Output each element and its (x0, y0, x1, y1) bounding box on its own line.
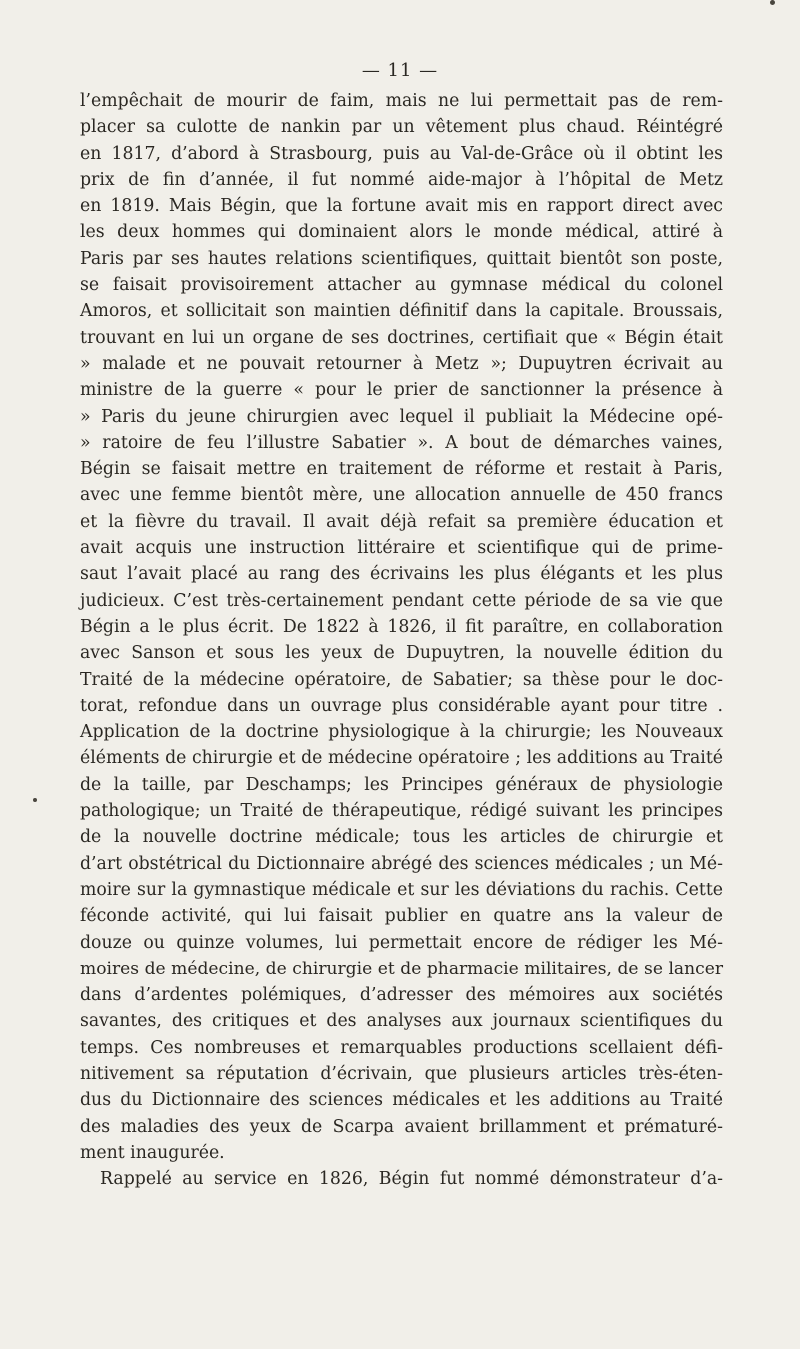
text-line: » ratoire de feu l’illustre Sabatier ». A bout de démarches vaines, (80, 432, 723, 453)
text-line: ministre de la guerre « pour le prier de sanctionner la présence à (80, 380, 723, 401)
text-line: en 1817, d’abord à Strasbourg, puis au Val-de-Grâce où il obtint les (80, 143, 723, 164)
text-line: avec Sanson et sous les yeux de Dupuytren, la nouvelle édition du (80, 643, 723, 664)
text-line: avec une femme bientôt mère, une allocation annuelle de 450 francs (80, 485, 723, 506)
text-line: » Paris du jeune chirurgien avec lequel il publiait la Médecine opé- (80, 406, 723, 427)
text-line: Traité de la médecine opératoire, de Sabatier; sa thèse pour le doc- (80, 669, 723, 690)
text-line: moires de médecine, de chirurgie et de pharmacie militaires, de se lancer (80, 958, 723, 979)
text-line: temps. Ces nombreuses et remarquables productions scellaient défi- (80, 1037, 723, 1058)
text-line: des maladies des yeux de Scarpa avaient brillamment et prématuré- (80, 1116, 723, 1137)
text-line: de la taille, par Deschamps; les Principes généraux de physiologie (80, 774, 723, 795)
text-line: éléments de chirurgie et de médecine opératoire ; les additions au Traité (80, 748, 723, 769)
text-line: trouvant en lui un organe de ses doctrines, certifiait que « Bégin était (80, 327, 723, 348)
page-number: — 11 — (361, 60, 439, 81)
text-line: Bégin a le plus écrit. De 1822 à 1826, il fit paraître, en collaboration (80, 616, 723, 637)
text-line: et la fièvre du travail. Il avait déjà refait sa première éducation et (80, 511, 723, 532)
text-line: dans d’ardentes polémiques, d’adresser des mémoires aux sociétés (80, 985, 723, 1006)
text-line: les deux hommes qui dominaient alors le monde médical, attiré à (80, 222, 723, 243)
text-line: Bégin se faisait mettre en traitement de réforme et restait à Paris, (80, 459, 723, 480)
text-line: placer sa culotte de nankin par un vêtement plus chaud. Réintégré (80, 117, 723, 138)
text-line: Application de la doctrine physiologique à la chirurgie; les Nouveaux (80, 722, 723, 743)
text-line: pathologique; un Traité de thérapeutique, rédigé suivant les principes (80, 801, 723, 822)
body-text (80, 88, 723, 1192)
text-line: en 1819. Mais Bégin, que la fortune avait mis en rapport direct avec (80, 196, 723, 217)
text-line: torat, refondue dans un ouvrage plus considérable ayant pour titre . (80, 695, 723, 716)
text-line: Amoros, et sollicitait son maintien définitif dans la capitale. Broussais, (80, 301, 723, 322)
text-line: l’empêchait de mourir de faim, mais ne lui permettait pas de rem- (80, 91, 723, 111)
text-line: d’art obstétrical du Dictionnaire abrégé des sciences médicales ; un Mé- (80, 853, 723, 874)
text-line: prix de fin d’année, il fut nommé aide-major à l’hôpital de Metz (80, 169, 723, 190)
text-line: avait acquis une instruction littéraire et scientifique qui de prime- (80, 538, 723, 559)
text-line: Paris par ses hautes relations scientifiques, quittait bientôt son poste, (80, 248, 723, 269)
text-line: douze ou quinze volumes, lui permettait encore de rédiger les Mé- (80, 932, 723, 953)
text-line: » malade et ne pouvait retourner à Metz »; Dupuytren écrivait au (80, 353, 723, 374)
text-line: nitivement sa réputation d’écrivain, que plusieurs articles très-éten- (80, 1063, 723, 1084)
text-line: Rappelé au service en 1826, Bégin fut nommé démonstrateur d’a- (100, 1169, 723, 1190)
text-line: de la nouvelle doctrine médicale; tous les articles de chirurgie et (80, 827, 723, 848)
text-line: saut l’avait placé au rang des écrivains les plus élégants et les plus (80, 564, 723, 585)
text-line: ment inaugurée. (80, 1142, 225, 1163)
text-line: judicieux. C’est très-certainement pendant cette période de sa vie que (80, 590, 723, 611)
text-line: féconde activité, qui lui faisait publier en quatre ans la valeur de (80, 906, 723, 927)
text-line: se faisait provisoirement attacher au gymnase médical du colonel (80, 275, 723, 296)
ink-speck (770, 0, 775, 5)
text-line: savantes, des critiques et des analyses aux journaux scientifiques du (80, 1011, 723, 1032)
text-line: moire sur la gymnastique médicale et sur les déviations du rachis. Cette (80, 879, 723, 900)
text-line: dus du Dictionnaire des sciences médicales et les additions au Traité (80, 1090, 723, 1111)
ink-speck (33, 798, 37, 802)
